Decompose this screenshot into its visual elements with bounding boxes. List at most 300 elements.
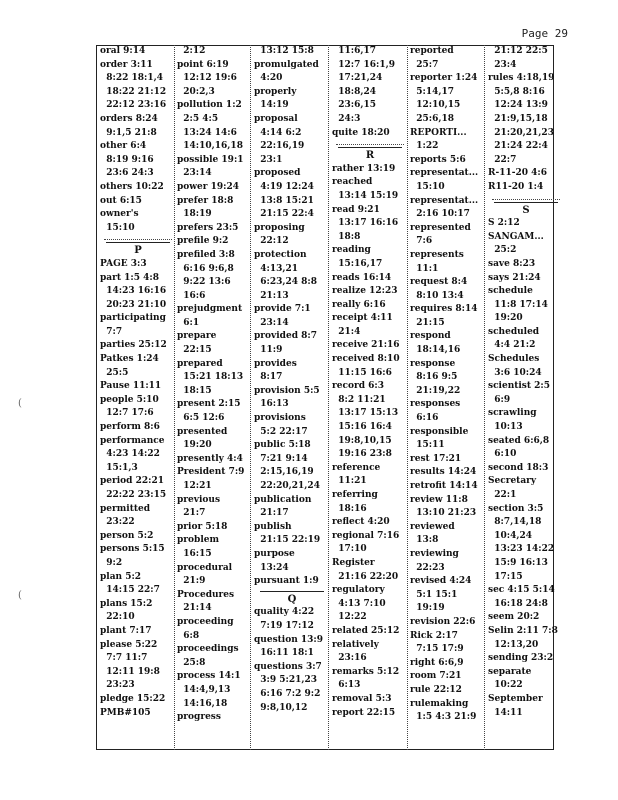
index-entry: Schedules — [488, 354, 540, 365]
index-reference: 4:13,21 — [254, 263, 299, 274]
index-reference: 25:5 — [100, 367, 129, 378]
index-column-2 — [177, 45, 253, 750]
index-reference: 13:24 — [254, 562, 289, 573]
index-entry: prepare — [177, 331, 217, 342]
index-reference: 18:22 21:12 — [100, 86, 167, 97]
index-reference: 21:15 — [410, 317, 445, 328]
index-reference: 16:15 — [177, 548, 212, 559]
index-reference: 9:8,10,12 — [254, 702, 308, 713]
section-letter: R — [338, 147, 402, 163]
index-reference: 7:21 9:14 — [254, 453, 308, 464]
index-entry: perform 8:6 — [100, 422, 160, 433]
index-entry: reviewed — [410, 521, 455, 532]
index-reference: 6:13 — [332, 680, 361, 691]
index-entry: Register — [332, 557, 375, 568]
index-entry: revision 22:6 — [410, 616, 476, 627]
index-entry: request 8:4 — [410, 277, 468, 288]
index-entry: rule 22:12 — [410, 684, 462, 695]
index-entry: review 11:8 — [410, 494, 468, 505]
index-reference: 21:15 22:19 — [254, 535, 321, 546]
index-reference: 21:16 22:20 — [332, 571, 399, 582]
index-reference: 18:19 — [177, 209, 212, 220]
index-reference: 21:24 22:4 — [488, 141, 548, 152]
index-entry: prefer 18:8 — [177, 195, 234, 206]
index-reference: 6:9 — [488, 394, 511, 405]
index-reference: 11:15 16:6 — [332, 367, 392, 378]
index-entry: present 2:15 — [177, 399, 241, 410]
index-entry: responses — [410, 399, 461, 410]
index-reference: 4:20 — [254, 73, 283, 84]
page-number: Page 29 — [521, 27, 568, 40]
index-reference: 2:12 — [177, 46, 206, 56]
index-entry: oral 9:14 — [100, 46, 146, 56]
index-reference: 23:4 — [488, 59, 517, 70]
index-entry: quite 18:20 — [332, 127, 390, 138]
index-entry: provides — [254, 358, 297, 369]
index-entry: promulgated — [254, 59, 319, 70]
index-entry: presented — [177, 426, 228, 437]
index-entry: reporter 1:24 — [410, 73, 478, 84]
index-column-6 — [488, 45, 564, 750]
index-entry: presently 4:4 — [177, 453, 243, 464]
index-reference: 19:20 — [488, 313, 523, 324]
index-reference: 14:10,16,18 — [177, 141, 243, 152]
index-entry: relatively — [332, 639, 379, 650]
index-reference: 10:13 — [488, 422, 523, 433]
index-reference: 6:1 — [177, 317, 200, 328]
index-entry: R-11-20 4:6 — [488, 168, 547, 179]
column-divider — [250, 45, 251, 750]
index-reference: 12:7 16:1,9 — [332, 59, 396, 70]
index-reference: 6:10 — [488, 449, 517, 460]
margin-mark: ( — [18, 398, 22, 409]
index-reference: 12:12 19:6 — [177, 73, 237, 84]
index-entry: persons 5:15 — [100, 544, 165, 555]
index-reference: 22:23 — [410, 562, 445, 573]
index-entry: rather 13:19 — [332, 163, 396, 174]
index-reference: 21:14 — [177, 603, 212, 614]
index-reference: 2:5 4:5 — [177, 113, 219, 124]
index-entry: proposed — [254, 168, 301, 179]
index-entry: please 5:22 — [100, 639, 158, 650]
column-divider — [407, 45, 408, 750]
index-reference: 14:19 — [254, 100, 289, 111]
section-letter: P — [106, 242, 170, 258]
index-entry: receipt 4:11 — [332, 313, 393, 324]
index-reference: 15:9 16:13 — [488, 557, 548, 568]
index-reference: 16:6 — [177, 290, 206, 301]
index-reference: 14:15 22:7 — [100, 585, 160, 596]
index-reference: 1:5 4:3 21:9 — [410, 712, 477, 723]
index-reference: 19:8,10,15 — [332, 435, 392, 446]
index-reference: 11:1 — [410, 263, 439, 274]
index-entry: person 5:2 — [100, 530, 154, 541]
index-entry: out 6:15 — [100, 195, 142, 206]
index-entry: prejudgment — [177, 304, 243, 315]
index-reference: 21:9,15,18 — [488, 113, 548, 124]
index-entry: purpose — [254, 548, 295, 559]
index-reference: 13:17 16:16 — [332, 218, 399, 229]
index-reference: 6:16 7:2 9:2 — [254, 688, 321, 699]
index-entry: previous — [177, 494, 221, 505]
index-reference: 17:10 — [332, 544, 367, 555]
index-entry: period 22:21 — [100, 476, 164, 487]
index-entry: SANGAM... — [488, 231, 544, 242]
index-reference: 13:10 21:23 — [410, 508, 477, 519]
column-divider — [484, 45, 485, 750]
index-reference: 13:24 14:6 — [177, 127, 237, 138]
index-reference: 23:1 — [254, 154, 283, 165]
index-reference: 13:8 — [410, 535, 439, 546]
index-reference: 22:15 — [177, 345, 212, 356]
index-reference: 22:7 — [488, 154, 517, 165]
index-reference: 21:15 22:4 — [254, 209, 314, 220]
index-reference: 9:22 13:6 — [177, 277, 231, 288]
index-entry: possible 19:1 — [177, 154, 244, 165]
index-reference: 13:12 15:8 — [254, 46, 314, 56]
index-reference: 6:23,24 8:8 — [254, 277, 318, 288]
index-entry: response — [410, 358, 456, 369]
index-reference: 23:6 24:3 — [100, 168, 154, 179]
index-reference: 9:1,5 21:8 — [100, 127, 157, 138]
index-entry: proceeding — [177, 616, 234, 627]
index-entry: receive 21:16 — [332, 340, 400, 351]
index-entry: pursuant 1:9 — [254, 576, 319, 587]
index-reference: 3:9 5:21,23 — [254, 675, 318, 686]
index-entry: sec 4:15 5:14 — [488, 585, 555, 596]
index-entry: other 6:4 — [100, 141, 147, 152]
index-reference: 15:1,3 — [100, 462, 138, 473]
index-entry: Rick 2:17 — [410, 630, 458, 641]
index-reference: 23:22 — [100, 517, 135, 528]
index-entry: problem — [177, 535, 219, 546]
index-reference: 23:14 — [177, 168, 212, 179]
index-reference: 20:23 21:10 — [100, 299, 167, 310]
index-reference: 18:16 — [332, 503, 367, 514]
index-entry: September — [488, 693, 543, 704]
index-reference: 21:17 — [254, 508, 289, 519]
index-entry: question 13:9 — [254, 634, 323, 645]
index-reference: 15:11 — [410, 440, 445, 451]
index-entry: reviewing — [410, 548, 459, 559]
index-entry: reports 5:6 — [410, 154, 466, 165]
index-reference: 12:10,15 — [410, 100, 461, 111]
index-reference: 10:4,24 — [488, 530, 533, 541]
index-reference: 13:17 15:13 — [332, 408, 399, 419]
index-entry: reading — [332, 245, 371, 256]
index-entry: parties 25:12 — [100, 340, 167, 351]
index-reference: 5:5,8 8:16 — [488, 86, 545, 97]
index-entry: Patkes 1:24 — [100, 354, 159, 365]
section-letter: S — [494, 202, 558, 218]
index-reference: 23:14 — [254, 317, 289, 328]
index-column-5 — [410, 45, 486, 750]
index-reference: 4:13 7:10 — [332, 598, 386, 609]
index-entry: retrofit 14:14 — [410, 481, 478, 491]
index-entry: rules 4:18,19 — [488, 73, 555, 84]
section-divider — [336, 144, 404, 145]
index-entry: proposing — [254, 222, 305, 233]
section-letter: Q — [260, 591, 324, 607]
index-entry: Pause 11:11 — [100, 381, 162, 392]
index-entry: plan 5:2 — [100, 571, 142, 582]
index-entry: seem 20:2 — [488, 612, 540, 623]
index-reference: 21:4 — [332, 326, 361, 337]
index-reference: 19:19 — [410, 603, 445, 614]
index-entry: rest 17:21 — [410, 453, 462, 464]
index-entry: represented — [410, 222, 471, 233]
index-entry: respond — [410, 331, 451, 342]
index-entry: protection — [254, 249, 307, 260]
index-reference: 18:14,16 — [410, 345, 461, 356]
index-reference: 9:2 — [100, 557, 123, 568]
index-reference: 17:15 — [488, 571, 523, 582]
index-reference: 11:21 — [332, 476, 367, 487]
index-column-1 — [100, 45, 176, 750]
index-entry: order 3:11 — [100, 59, 153, 70]
index-entry: publish — [254, 521, 292, 532]
index-reference: 24:3 — [332, 113, 361, 124]
index-entry: regulatory — [332, 585, 385, 596]
index-reference: 5:14,17 — [410, 86, 455, 97]
index-reference: 15:16,17 — [332, 258, 383, 269]
index-column-3 — [254, 45, 330, 750]
index-reference: 15:10 — [100, 222, 135, 233]
index-reference: 4:23 14:22 — [100, 449, 160, 460]
index-entry: performance — [100, 435, 165, 446]
index-reference: 25:8 — [177, 657, 206, 668]
column-divider — [328, 45, 329, 750]
index-reference: 25:2 — [488, 245, 517, 256]
index-entry: schedule — [488, 286, 533, 297]
index-reference: 14:4,9,13 — [177, 684, 231, 695]
index-entry: Secretary — [488, 476, 537, 487]
index-entry: provided 8:7 — [254, 331, 317, 342]
index-reference: 8:7,14,18 — [488, 517, 542, 528]
index-entry: responsible — [410, 426, 469, 437]
index-reference: 19:16 23:8 — [332, 449, 392, 460]
index-entry: PAGE 3:3 — [100, 258, 147, 269]
index-reference: 15:21 18:13 — [177, 372, 244, 383]
index-reference: 21:20,21,23 — [488, 127, 554, 138]
index-entry: publication — [254, 494, 312, 505]
index-reference: 22:16,19 — [254, 141, 305, 152]
index-reference: 11:8 17:14 — [488, 299, 548, 310]
section-divider — [104, 239, 172, 240]
index-entry: proceedings — [177, 644, 239, 655]
index-entry: participating — [100, 313, 166, 324]
index-entry: permitted — [100, 503, 151, 514]
index-reference: 18:8 — [332, 231, 361, 242]
index-entry: save 8:23 — [488, 258, 536, 269]
index-reference: 19:20 — [177, 440, 212, 451]
index-entry: results 14:24 — [410, 467, 477, 478]
index-entry: provisions — [254, 413, 306, 424]
index-reference: 8:19 9:16 — [100, 154, 154, 165]
index-entry: seated 6:6,8 — [488, 435, 550, 446]
index-reference: 21:12 22:5 — [488, 46, 548, 56]
index-reference: 22:10 — [100, 612, 135, 623]
index-entry: received 8:10 — [332, 354, 400, 365]
index-entry: others 10:22 — [100, 181, 164, 192]
index-reference: 12:21 — [177, 481, 212, 491]
index-reference: 11:9 — [254, 345, 283, 356]
index-reference: 3:6 10:24 — [488, 367, 542, 378]
index-reference: 14:23 16:16 — [100, 286, 167, 297]
index-entry: questions 3:7 — [254, 661, 322, 672]
index-entry: plant 7:17 — [100, 625, 152, 636]
section-divider — [492, 199, 560, 200]
index-reference: 16:11 18:1 — [254, 648, 314, 659]
index-reference: 21:7 — [177, 508, 206, 519]
index-reference: 6:5 12:6 — [177, 413, 225, 424]
index-entry: President 7:9 — [177, 467, 245, 478]
index-entry: PMB#105 — [100, 707, 151, 718]
index-entry: pollution 1:2 — [177, 100, 242, 111]
index-entry: R11-20 1:4 — [488, 181, 544, 192]
index-reference: 7:7 11:7 — [100, 653, 148, 664]
index-entry: rulemaking — [410, 698, 469, 709]
index-reference: 4:4 21:2 — [488, 340, 536, 351]
index-entry: owner's — [100, 209, 139, 220]
index-entry: read 9:21 — [332, 204, 380, 215]
index-reference: 13:8 15:21 — [254, 195, 314, 206]
index-reference: 22:1 — [488, 490, 517, 500]
index-entry: representat... — [410, 195, 479, 206]
index-reference: 4:19 12:24 — [254, 181, 314, 192]
index-reference: 5:2 22:17 — [254, 426, 308, 437]
index-entry: power 19:24 — [177, 181, 240, 192]
index-reference: 10:22 — [488, 680, 523, 691]
index-reference: 2:15,16,19 — [254, 467, 314, 478]
index-reference: 7:7 — [100, 326, 123, 337]
index-reference: 25:7 — [410, 59, 439, 70]
index-reference: 8:17 — [254, 372, 283, 383]
index-entry: right 6:6,9 — [410, 657, 464, 668]
index-reference: 8:2 11:21 — [332, 394, 386, 405]
index-entry: Procedures — [177, 589, 235, 600]
index-reference: 14:16,18 — [177, 698, 228, 709]
index-entry: record 6:3 — [332, 381, 384, 392]
index-entry: remarks 5:12 — [332, 666, 400, 677]
index-reference: 7:19 17:12 — [254, 620, 314, 631]
index-reference: 22:12 23:16 — [100, 100, 167, 111]
index-entry: sending 23:2 — [488, 653, 554, 664]
index-reference: 12:22 — [332, 612, 367, 623]
index-entry: prepared — [177, 358, 223, 369]
index-entry: provide 7:1 — [254, 304, 311, 315]
index-entry: reported — [410, 46, 454, 56]
index-entry: regional 7:16 — [332, 530, 400, 541]
index-entry: proposal — [254, 113, 298, 124]
index-reference: 8:22 18:1,4 — [100, 73, 164, 84]
index-reference: 6:16 — [410, 413, 439, 424]
index-reference: 6:8 — [177, 630, 200, 641]
index-reference: 6:16 9:6,8 — [177, 263, 234, 274]
index-entry: prefers 23:5 — [177, 222, 239, 233]
index-entry: pledge 15:22 — [100, 693, 166, 704]
index-entry: part 1:5 4:8 — [100, 272, 159, 283]
index-reference: 4:14 6:2 — [254, 127, 302, 138]
index-entry: reference — [332, 462, 381, 473]
index-entry: point 6:19 — [177, 59, 229, 70]
index-reference: 22:12 — [254, 236, 289, 247]
index-reference: 5:1 15:1 — [410, 589, 458, 600]
index-reference: 16:18 24:8 — [488, 598, 548, 609]
index-entry: report 22:15 — [332, 707, 396, 718]
index-entry: public 5:18 — [254, 440, 311, 451]
index-entry: scientist 2:5 — [488, 381, 551, 392]
index-entry: quality 4:22 — [254, 607, 315, 618]
index-reference: 12:13,20 — [488, 639, 539, 650]
index-entry: S 2:12 — [488, 218, 520, 229]
index-reference: 13:14 15:19 — [332, 190, 399, 201]
index-entry: plans 15:2 — [100, 598, 153, 609]
index-entry: provision 5:5 — [254, 385, 320, 396]
index-entry: reached — [332, 177, 373, 188]
index-reference: 2:16 10:17 — [410, 209, 470, 220]
index-entry: REPORTI... — [410, 127, 467, 138]
index-reference: 7:15 17:9 — [410, 644, 464, 655]
index-reference: 23:23 — [100, 680, 135, 691]
index-reference: 7:6 — [410, 236, 433, 247]
column-divider — [174, 45, 175, 750]
index-reference: 15:16 16:4 — [332, 422, 392, 433]
index-reference: 1:22 — [410, 141, 439, 152]
index-entry: removal 5:3 — [332, 693, 392, 704]
index-reference: 21:19,22 — [410, 385, 461, 396]
index-reference: 21:9 — [177, 576, 206, 587]
index-entry: reflect 4:20 — [332, 517, 390, 528]
index-entry: properly — [254, 86, 297, 97]
index-reference: 13:23 14:22 — [488, 544, 555, 555]
index-entry: orders 8:24 — [100, 113, 158, 124]
index-entry: second 18:3 — [488, 462, 549, 473]
index-reference: 12:24 13:9 — [488, 100, 548, 111]
index-reference: 20:2,3 — [177, 86, 215, 97]
index-reference: 21:13 — [254, 290, 289, 301]
index-reference: 23:6,15 — [332, 100, 377, 111]
index-reference: 22:20,21,24 — [254, 481, 320, 491]
index-reference: 18:8,24 — [332, 86, 377, 97]
index-reference: 16:13 — [254, 399, 289, 410]
index-reference: 15:10 — [410, 181, 445, 192]
index-reference: 22:22 23:15 — [100, 490, 167, 500]
index-entry: requires 8:14 — [410, 304, 478, 315]
index-entry: section 3:5 — [488, 503, 544, 514]
index-reference: 17:21,24 — [332, 73, 383, 84]
index-reference: 8:16 9:5 — [410, 372, 458, 383]
index-entry: referring — [332, 490, 378, 500]
index-entry: Selin 2:11 7:8 — [488, 625, 558, 636]
index-entry: representat... — [410, 168, 479, 179]
index-reference: 8:10 13:4 — [410, 290, 464, 301]
index-reference: 18:15 — [177, 385, 212, 396]
index-entry: scheduled — [488, 326, 540, 337]
index-reference: 14:11 — [488, 707, 523, 718]
index-entry: procedural — [177, 562, 233, 573]
index-reference: 11:6,17 — [332, 46, 377, 56]
index-entry: says 21:24 — [488, 272, 541, 283]
index-entry: prefile 9:2 — [177, 236, 229, 247]
index-entry: represents — [410, 249, 464, 260]
index-entry: prefiled 3:8 — [177, 249, 235, 260]
index-reference: 23:16 — [332, 653, 367, 664]
index-entry: prior 5:18 — [177, 521, 228, 532]
index-entry: really 6:16 — [332, 299, 386, 310]
index-entry: separate — [488, 666, 532, 677]
margin-mark: ( — [18, 590, 22, 601]
